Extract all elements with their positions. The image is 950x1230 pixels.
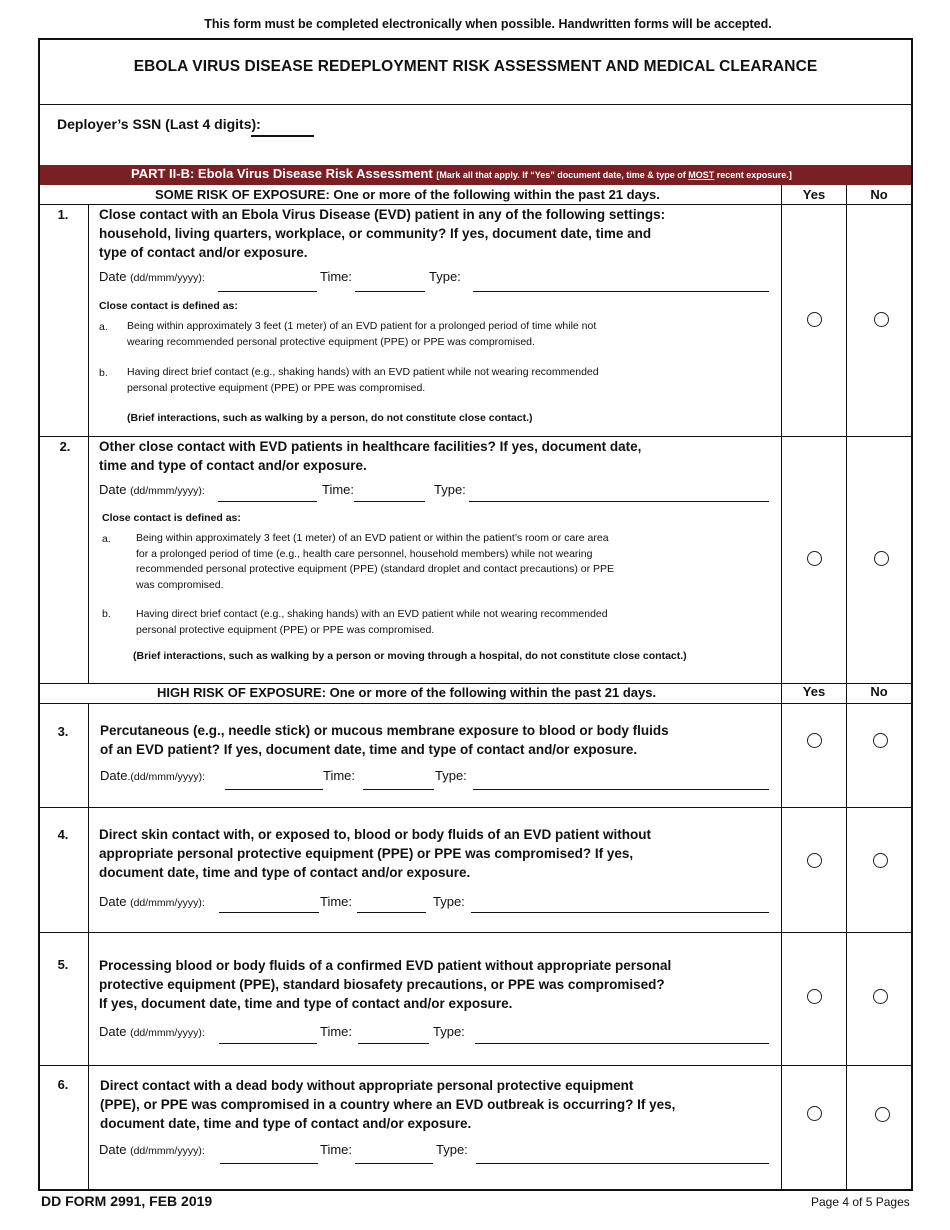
completion-notice: This form must be completed electronically when possible. Handwritten forms will be accepted.	[204, 17, 772, 31]
q4-no-radio[interactable]	[873, 853, 888, 868]
grid-line	[40, 1065, 911, 1066]
question-5-text: Processing blood or body fluids of a confirmed EVD patient without appropriate personal protective equipment (PPE), standard biosafety precautions, or PPE was compromised? If yes, document date, time and type of contact and/or exposure.	[99, 958, 672, 1011]
type-label: Type:	[436, 1142, 468, 1157]
q3-yes-radio[interactable]	[807, 733, 822, 748]
question-number: 4.	[57, 827, 69, 842]
q2-type-input[interactable]	[469, 501, 769, 502]
q3-no-radio[interactable]	[873, 733, 888, 748]
q4-type-input[interactable]	[471, 912, 769, 913]
form-title: EBOLA VIRUS DISEASE REDEPLOYMENT RISK ASSESSMENT AND MEDICAL CLEARANCE	[133, 58, 818, 75]
date-label: Date (dd/mmm/yyyy):	[99, 482, 205, 497]
question-number: 6.	[57, 1077, 69, 1092]
grid-line	[40, 807, 911, 808]
time-label: Time:	[323, 768, 356, 783]
grid-line	[88, 204, 89, 684]
grid-line	[40, 932, 911, 933]
section-high-risk: HIGH RISK OF EXPOSURE: One or more of the following within the past 21 days.	[157, 685, 657, 700]
definition-letter: a.	[102, 533, 111, 545]
definition-a: Being within approximately 3 feet (1 meter) of an EVD patient for a prolonged period of time while not wearing recommended personal protective equipment (PPE) or PPE was compromised.	[127, 320, 597, 348]
q4-yes-radio[interactable]	[807, 853, 822, 868]
question-number: 5.	[57, 957, 69, 972]
q5-yes-radio[interactable]	[807, 989, 822, 1004]
definition-b: Having direct brief contact (e.g., shaking hands) with an EVD patient while not wearing recommended personal protective equipment (PPE) or PPE was compromised.	[136, 608, 608, 636]
time-label: Time:	[320, 894, 353, 909]
q4-date-input[interactable]	[219, 912, 319, 913]
definition-letter: b.	[102, 608, 111, 620]
date-label: Date (dd/mmm/yyyy):	[99, 894, 205, 909]
q3-time-input[interactable]	[363, 789, 434, 790]
divider	[40, 104, 911, 105]
definition-title: Close contact is defined as:	[99, 300, 238, 312]
page-number: Page 4 of 5 Pages	[811, 1195, 910, 1209]
q2-time-input[interactable]	[354, 501, 425, 502]
date-label: Date.(dd/mmm/yyyy):	[100, 768, 206, 783]
time-label: Time:	[320, 1142, 353, 1157]
form-id: DD FORM 2991, FEB 2019	[41, 1193, 213, 1209]
part-note: [Mark all that apply. If “Yes” document date, time & type of MOST recent exposure.]	[436, 170, 792, 180]
q1-date-input[interactable]	[218, 291, 317, 292]
grid-line	[40, 683, 911, 684]
q4-time-input[interactable]	[357, 912, 426, 913]
part-title	[131, 166, 792, 181]
question-number: 1.	[57, 207, 69, 222]
grid-line	[40, 703, 911, 704]
ssn-label: Deployer’s SSN (Last 4 digits):	[57, 116, 261, 132]
q1-no-radio[interactable]	[874, 312, 889, 327]
definition-a: Being within approximately 3 feet (1 meter) of an EVD patient or within the patient’s room or care area for a prolonged period of time (e.g., health care personnel, household members) while not wearing recommended personal protective equipment (PPE) (standard droplet and contact precautions) or PPE was compromised.	[136, 532, 615, 591]
type-label: Type:	[429, 269, 461, 284]
q3-date-input[interactable]	[225, 789, 323, 790]
definition-b: Having direct brief contact (e.g., shaking hands) with an EVD patient while not wearing recommended personal protective equipment (PPE) or PPE was compromised.	[127, 366, 599, 394]
date-label: Date (dd/mmm/yyyy):	[99, 1024, 205, 1039]
grid-line	[88, 703, 89, 1190]
type-label: Type:	[435, 768, 467, 783]
q6-type-input[interactable]	[476, 1163, 769, 1164]
q3-type-input[interactable]	[473, 789, 769, 790]
col-yes: Yes	[802, 684, 826, 699]
ssn-input[interactable]	[251, 135, 314, 137]
q6-date-input[interactable]	[220, 1163, 318, 1164]
col-no: No	[870, 684, 888, 699]
col-yes: Yes	[802, 187, 826, 202]
time-label: Time:	[320, 269, 353, 284]
q5-no-radio[interactable]	[873, 989, 888, 1004]
q2-yes-radio[interactable]	[807, 551, 822, 566]
q5-time-input[interactable]	[358, 1043, 429, 1044]
definition-title: Close contact is defined as:	[102, 512, 241, 524]
date-label: Date (dd/mmm/yyyy):	[99, 1142, 205, 1157]
q1-time-input[interactable]	[355, 291, 425, 292]
date-label: Date (dd/mmm/yyyy):	[99, 269, 205, 284]
definition-letter: a.	[99, 321, 108, 333]
q1-yes-radio[interactable]	[807, 312, 822, 327]
q6-time-input[interactable]	[355, 1163, 433, 1164]
question-1-text: Close contact with an Ebola Virus Disease (EVD) patient in any of the following settings: household, living quarters, workplace, or community? If yes, document date, time and type of contact and/or exposure.	[99, 207, 666, 260]
q6-yes-radio[interactable]	[807, 1106, 822, 1121]
part-title-text: PART II-B: Ebola Virus Disease Risk Assessment	[131, 166, 433, 181]
type-label: Type:	[433, 1024, 465, 1039]
question-number: 3.	[57, 724, 69, 739]
q2-no-radio[interactable]	[874, 551, 889, 566]
question-6-text: Direct contact with a dead body without appropriate personal protective equipment (PPE), or PPE was compromised in a country where an EVD outbreak is occurring? If yes, document date, time and type of contact and/or exposure.	[100, 1078, 676, 1131]
question-4-text: Direct skin contact with, or exposed to, blood or body fluids of an EVD patient without appropriate personal protective equipment (PPE) or PPE was compromised? If yes, document date, time and type of contact and/or exposure.	[99, 827, 652, 880]
section-some-risk: SOME RISK OF EXPOSURE: One or more of the following within the past 21 days.	[155, 187, 660, 202]
q1-type-input[interactable]	[473, 291, 769, 292]
question-3-text: Percutaneous (e.g., needle stick) or mucous membrane exposure to blood or body fluids of an EVD patient? If yes, document date, time and type of contact and/or exposure.	[100, 723, 669, 757]
type-label: Type:	[433, 894, 465, 909]
question-number: 2.	[59, 439, 71, 454]
time-label: Time:	[320, 1024, 353, 1039]
brief-note: (Brief interactions, such as walking by a person, do not constitute close contact.)	[127, 412, 533, 424]
col-no: No	[870, 187, 888, 202]
q5-type-input[interactable]	[475, 1043, 769, 1044]
brief-note: (Brief interactions, such as walking by a person or moving through a hospital, do not constitute close contact.)	[133, 650, 687, 662]
q5-date-input[interactable]	[219, 1043, 317, 1044]
q2-date-input[interactable]	[218, 501, 317, 502]
definition-letter: b.	[99, 367, 108, 379]
time-label: Time:	[322, 482, 355, 497]
q6-no-radio[interactable]	[875, 1107, 890, 1122]
question-2-text: Other close contact with EVD patients in healthcare facilities? If yes, document date, time and type of contact and/or exposure.	[99, 439, 642, 473]
type-label: Type:	[434, 482, 466, 497]
